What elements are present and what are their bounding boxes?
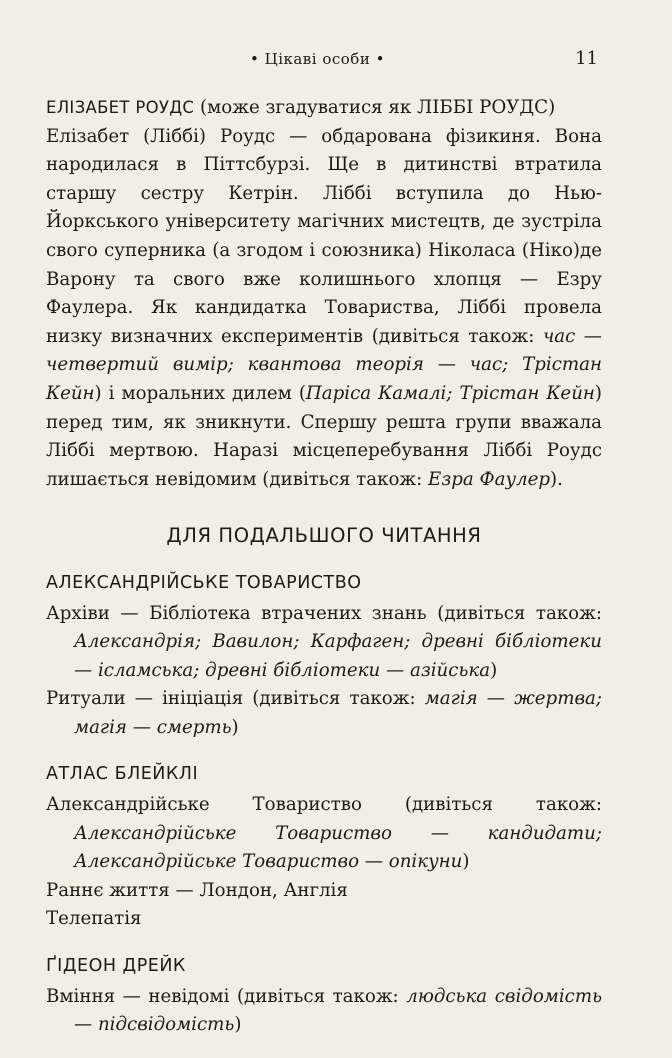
entry-line (46, 905, 602, 934)
entry-title: ҐІДЕОН ДРЕЙК (46, 956, 186, 977)
entry-title: АТЛАС БЛЕЙКЛІ (46, 764, 199, 785)
line-ref: Александрійське Товариство — кандидати; Александрійське Товариство — опікуни (74, 822, 602, 873)
page-number: 11 (575, 48, 598, 69)
line-ref: магія — жертва; магія — смерть (74, 688, 603, 738)
entry-line (46, 983, 602, 1040)
section-heading: ДЛЯ ПОДАЛЬШОГО ЧИТАННЯ (166, 524, 482, 548)
line-text: ) (234, 1014, 242, 1036)
entry-line (46, 600, 602, 686)
line-ref: людська свідомість — підсвідомість (74, 985, 602, 1036)
line-text: Раннє життя — Лондон, Англія (46, 879, 348, 901)
bio-text: Елізабет (Ліббі) Роудс — обдарована фізикиня. Вона народилася в Піттсбурзі. Ще в дитинстві втратила старшу сестру Кетрін. Ліббі вступила до Нью-Йоркського університету магічних мистецтв, де зустріла свого суперника (а згодом і союзника) Ніколаса (Ніко)де Варону та свого вже колишнього хлопця — Езру Фаулера. Як кандидатка Товариства, Ліббі провела низку визначних експериментів (дивіться також: (46, 125, 602, 347)
page-content (46, 94, 602, 1058)
bio-text: ) перед тим, як зникнути. Спершу решта групи вважала Ліббі мертвою. Наразі місцеперебування Ліббі Роудс лишається невідомим (дивіться також: (46, 382, 602, 490)
bio-ref: час — четвертий вимір; квантова теорія — час; Трістан Кейн (46, 325, 602, 404)
line-text: Телепатія (46, 908, 142, 930)
line-text: ) (490, 659, 498, 681)
line-text: Александрійське Товариство (дивіться також: (46, 794, 602, 816)
running-title: • Цікаві особи • (250, 50, 385, 68)
entry-title: АЛЕКСАНДРІЙСЬКЕ ТОВАРИСТВО (46, 572, 362, 593)
bio-ref: Езра Фаулер (428, 468, 550, 490)
entry-line (46, 877, 602, 906)
running-head (0, 50, 672, 72)
entry (46, 952, 602, 1040)
line-text: Ритуали — ініціація (дивіться також: (46, 688, 425, 710)
line-text: Вміння — невідомі (дивіться також: (46, 985, 407, 1007)
bio-text: ). (550, 468, 563, 490)
line-text: ) (231, 716, 239, 738)
bio-entry (46, 94, 602, 494)
bio-alias: (може згадуватися як ЛІББІ РОУДС) (194, 97, 556, 118)
entry (46, 760, 602, 934)
entry (46, 569, 602, 743)
bio-name: ЕЛІЗАБЕТ РОУДС (46, 98, 195, 117)
bio-ref: Паріса Камалі; Трістан Кейн (305, 382, 595, 404)
line-text: ) (462, 851, 470, 873)
line-ref: Александрія; Вавилон; Карфаген; древні бібліотеки — ісламська; древні бібліотеки — азійська (74, 631, 602, 681)
entry-line (46, 791, 602, 877)
bio-text: ) і моральних дилем ( (94, 382, 306, 404)
line-text: Архіви — Бібліотека втрачених знань (дивіться також: (46, 602, 602, 624)
entry-line (46, 685, 602, 742)
